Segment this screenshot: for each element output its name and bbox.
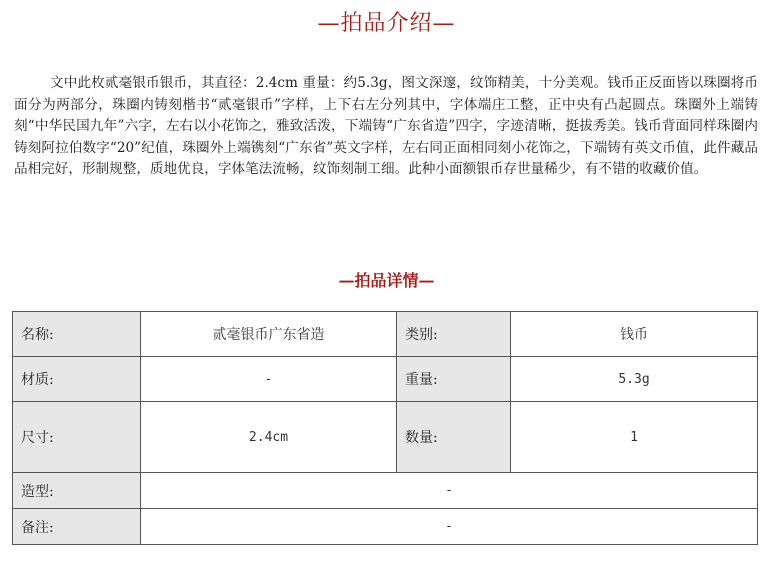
details-title: —拍品详情— (338, 271, 435, 290)
value-size: 2.4cm (141, 402, 397, 473)
label-size: 尺寸: (13, 402, 141, 473)
description-paragraph: 文中此枚贰毫银币银币，其直径：2.4cm 重量：约5.3g，图文深邃，纹饰精美，十分美观。钱币正反面皆以珠圈将币面分为两部分，珠圈内铸刻楷书“贰毫银币”字样，上下右左分列其中，字体端庄工整，正中央有凸起圆点。珠圈外上端铸刻“中华民国九年”六字，左右以小花饰之，雅致活泼，下端铸“广东省造”四字，字迹清晰，挺拔秀美。钱币背面同样珠圈内铸刻阿拉伯数字“20”纪值，珠圈外上端镌刻“广东省”英文字样，左右同正面相同刻小花饰之，下端铸有英文币值，此件藏品品相完好，形制规整，质地优良，字体笔法流畅，纹饰刻制工细。此种小面额银币存世量稀少，有不错的收藏价值。 (14, 75, 758, 177)
table-row (13, 473, 758, 509)
table-row (13, 357, 758, 402)
value-shape: - (141, 473, 758, 509)
value-category: 钱币 (511, 312, 758, 357)
value-weight: 5.3g (511, 357, 758, 402)
label-material: 材质: (13, 357, 141, 402)
value-material: - (141, 357, 397, 402)
label-quantity: 数量: (397, 402, 511, 473)
label-category: 类别: (397, 312, 511, 357)
table-row (13, 312, 758, 357)
value-name: 贰毫银币广东省造 (141, 312, 397, 357)
label-name: 名称: (13, 312, 141, 357)
value-quantity: 1 (511, 402, 758, 473)
value-remarks: - (141, 509, 758, 545)
label-weight: 重量: (397, 357, 511, 402)
table-row (13, 509, 758, 545)
label-remarks: 备注: (13, 509, 141, 545)
table-row (13, 402, 758, 473)
details-table (12, 311, 758, 545)
label-shape: 造型: (13, 473, 141, 509)
page-title: —拍品介绍— (317, 11, 456, 36)
